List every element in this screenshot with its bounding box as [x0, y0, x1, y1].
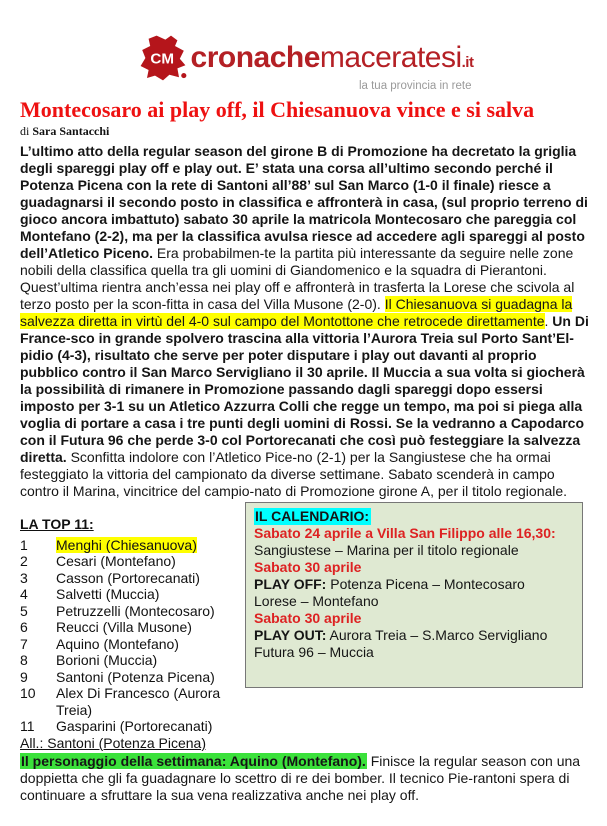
article-byline [20, 124, 592, 139]
week-person-highlight: Il personaggio della settimana: Aquino (Montefano). [21, 753, 366, 770]
player-rank: 1 [20, 536, 28, 553]
body-highlight-chiesanuova: Il Chiesanuova si guadagna la salvezza diretta in virtù del 4-0 sul campo del Montottone che retrocede direttamente [20, 296, 573, 330]
top11-row [20, 652, 237, 669]
body-regular-2: . [544, 313, 553, 330]
player-name: Alex Di Francesco (Aurora Treia) [56, 685, 221, 718]
top11-heading: LA TOP 11: [20, 516, 94, 533]
calendar-date-line: Sabato 24 aprile a Villa San Filippo alle 16,30: [254, 525, 556, 542]
top11-coach-line: All.: Santoni (Potenza Picena) [20, 734, 206, 751]
brand-cronache: cronache [190, 41, 320, 74]
byline-prefix: di [20, 124, 33, 139]
body-regular-4: Promozione girone A, per il titolo regionale. [300, 483, 568, 500]
playout-match: Aurora Treia – S.Marco Servigliano [326, 627, 548, 644]
brand-name [191, 43, 474, 73]
player-rank: 11 [20, 718, 35, 735]
player-name: Gasparini (Portorecanati) [56, 718, 213, 735]
player-name: Casson (Portorecanati) [56, 569, 200, 586]
player-name: Cesari (Montefano) [56, 553, 176, 570]
player-name: Borioni (Muccia) [56, 652, 158, 669]
calendar-title: IL CALENDARIO: [255, 508, 370, 525]
calendar-match-line: Lorese – Montefano [254, 593, 379, 610]
player-rank: 2 [20, 553, 28, 570]
calendar-title-line [254, 508, 574, 525]
playoff-match: Potenza Picena – Montecosaro [326, 576, 525, 593]
calendar-match-line: Sangiustese – Marina per il titolo regionale [254, 542, 519, 559]
calendar-playoff-line [254, 576, 574, 593]
playoff-label: PLAY OFF: [254, 576, 327, 593]
body-regular-1: Era probabilmen-te la partita più interessante da seguire nelle zone nobili della classifica quella tra gli uomini di Giandomenico e la squadra di Pierantoni. Quest’ultima rientra anch’essa nei play off e affronterà in trasferta la Lorese che scivola al terzo posto per la scon-fitta in casa del Villa Musone (2-0). [20, 245, 575, 313]
top11-row [20, 553, 237, 570]
player-rank: 7 [20, 635, 28, 652]
player-rank: 5 [20, 602, 28, 619]
top11-row [20, 685, 237, 718]
cm-province-map-icon [139, 34, 187, 82]
top11-row [20, 586, 237, 603]
calendar-box [245, 502, 583, 688]
player-name: Petruzzelli (Montecosaro) [56, 602, 215, 619]
top11-row [20, 636, 237, 653]
brand-maceratesi: maceratesi [319, 41, 462, 74]
site-logo [139, 34, 474, 92]
calendar-date-line: Sabato 30 aprile [254, 610, 362, 627]
logo-tagline: la tua provincia in rete [358, 80, 472, 92]
player-name: Salvetti (Muccia) [56, 586, 160, 603]
player-rank: 9 [20, 668, 28, 685]
article-headline: Montecosaro ai play off, il Chiesanuova vince e si salva [20, 97, 535, 122]
player-rank: 3 [20, 569, 28, 586]
calendar-date-line: Sabato 30 aprile [254, 559, 362, 576]
player-name: Aquino (Montefano) [56, 635, 179, 652]
body-regular-3: Sconfitta indolore con l’Atletico Pice-no (2-1) per la Sangiustese che ha ormai festeggiato la vittoria del campionato da diverse settimane. Sabato scenderà in campo contro il Marina, vincitrice del campio-nato di [20, 449, 555, 500]
player-rank: 8 [20, 652, 28, 669]
top11-row [20, 570, 237, 587]
week-person-paragraph [20, 753, 592, 804]
logo-monogram: CM [149, 50, 174, 68]
player-name: Santoni (Potenza Picena) [56, 668, 215, 685]
week-person-text: Finisce la regular season con una doppietta che gli fa guadagnare lo scettro di re dei bomber. Il tecnico Pie-rantoni spera di continuare a sfruttare la sua vena realizzativa anche nei play off. [20, 753, 581, 804]
calendar-playout-line [254, 627, 574, 644]
top11-row [20, 537, 237, 554]
calendar-match-line: Futura 96 – Muccia [254, 644, 374, 661]
brand-tld: .it [461, 54, 474, 71]
body-playout-bold: Un Di France-sco in grande spolvero trascina alla vittoria l’Aurora Treia sul Porto Sant’El-pidio (4-3), risultato che serve per poter disputare i play out davanti al proprio pubblico contro il San Marco Servigliano il 30 aprile. Il Muccia a sua volta si giocherà la possibilità di rimanere in Promozione passando dagli spareggi dopo essersi imposto per 3-1 su un Atletico Azzurra Colli che regge un tempo, ma poi si piega alla voglia di portare a casa i tre punti degli uomini di Rossi. Se la vedranno a Capodarco con il Futura 96 che perde 3-0 col Portorecanati che così può festeggiare la salvezza diretta. [20, 313, 589, 466]
player-name: Menghi (Chiesanuova) [56, 536, 197, 553]
player-rank: 4 [20, 586, 28, 603]
body-lede-bold: L’ultimo atto della regular season del girone B di Promozione ha decretato la griglia degli spareggi play off e play out. E’ stata una corsa all’ultimo secondo perché il Potenza Picena con la rete di Santoni all’88’ sul San Marco (1-0 il finale) riesce a guadagnarsi il secondo posto in classifica e affronterà in casa, (sul proprio terreno di gioco ancora imbattuto) sabato 30 aprile la matricola Montecosaro che pareggia col Montefano (2-2), ma per la classifica avulsa riesce ad accedere agli spareggi al posto dell’Atletico Piceno. [20, 143, 588, 262]
top11-row [20, 718, 592, 735]
playout-label: PLAY OUT: [254, 627, 327, 644]
top11-row [20, 619, 237, 636]
top11-row [20, 603, 237, 620]
player-rank: 10 [20, 685, 36, 702]
player-rank: 6 [20, 619, 28, 636]
top11-row [20, 669, 237, 686]
byline-author: Sara Santacchi [32, 124, 110, 139]
player-name: Reucci (Villa Musone) [56, 619, 192, 636]
